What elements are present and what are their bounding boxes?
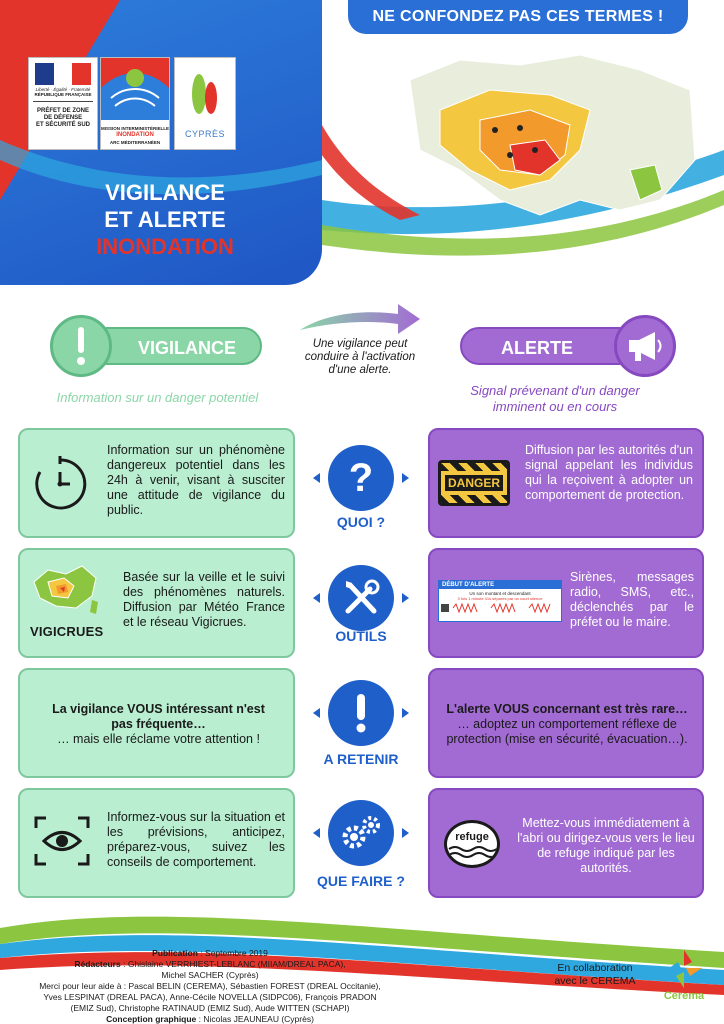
row3-right-bold: L'alerte VOUS concernant est très rare… bbox=[446, 702, 688, 716]
title-line1: VIGILANCE bbox=[105, 180, 225, 205]
row3-left-bold: La vigilance VOUS intéressant n'est pas fréquente… bbox=[52, 702, 265, 731]
row2-right-card bbox=[428, 548, 704, 658]
row1-right-text: Diffusion par les autorités d'un signal appelant les individus qui la reçoivent à adopter un comportement de protection. bbox=[525, 443, 693, 502]
row3-label: A RETENIR bbox=[323, 751, 399, 767]
row4-arrow-right-icon bbox=[402, 828, 409, 838]
merci-line2: Yves LESPINAT (DREAL PACA), Anne-Cécile NOVELLA (SIDPC06), François PRADON bbox=[43, 992, 377, 1002]
gears-icon bbox=[328, 800, 394, 866]
footer-credits bbox=[30, 948, 390, 1024]
vigilance-pill: VIGILANCE bbox=[88, 327, 262, 365]
prefet-line2: DE DÉFENSE bbox=[43, 115, 83, 121]
mission-emblem-icon bbox=[101, 58, 169, 120]
redacteurs-label: Rédacteurs bbox=[74, 959, 121, 969]
row1-left-text: Information sur un phénomène dangereux potentiel dans les 24h à venir, visant à susciter une attitude de vigilance du public. bbox=[107, 443, 285, 517]
mission-line1: MISSION INTERMINISTÉRIELLE bbox=[101, 126, 170, 131]
cerema-logo-text: Cerema bbox=[663, 990, 705, 1002]
vigilance-map bbox=[400, 50, 700, 225]
timer-icon bbox=[32, 452, 88, 512]
alerte-subtitle: Signal prévenant d'un danger imminent ou en cours bbox=[470, 383, 640, 414]
vigicrues-map-icon bbox=[30, 562, 102, 620]
logo-cypres bbox=[174, 57, 236, 150]
eye-frame-icon bbox=[34, 816, 90, 866]
row1-right-card bbox=[428, 428, 704, 538]
row2-right-text: Sirènes, messages radio, SMS, etc., déclenchés par le préfet ou le maire. bbox=[570, 570, 694, 629]
row2-label: OUTILS bbox=[335, 628, 387, 644]
siren-badge-sub2: 3 fois 1 minute 41s séparés par un court silence bbox=[457, 596, 543, 601]
title-line3: INONDATION bbox=[96, 234, 234, 259]
row3-arrow-left-icon bbox=[313, 708, 320, 718]
collaboration-text bbox=[545, 962, 645, 988]
row1-arrow-left-icon bbox=[313, 473, 320, 483]
logo-motto: Liberté · Égalité · Fraternité bbox=[35, 87, 91, 92]
row2-arrow-left-icon bbox=[313, 593, 320, 603]
redacteurs-line2: Michel SACHER (Cyprès) bbox=[161, 970, 259, 980]
conception-value: : Nicolas JEAUNEAU (Cyprès) bbox=[196, 1014, 314, 1024]
prefet-line1: PRÉFET DE ZONE bbox=[36, 108, 89, 114]
vigilance-subtitle: Information sur un danger potentiel bbox=[56, 390, 259, 405]
row4-label: QUE FAIRE ? bbox=[317, 873, 405, 889]
exclamation-icon bbox=[50, 315, 112, 377]
row2-left-card bbox=[18, 548, 295, 658]
merci-line3: (EMIZ Sud), Christophe RATINAUD (EMIZ Sud), Aude WITTEN (SCHAPI) bbox=[70, 1003, 350, 1013]
megaphone-icon bbox=[614, 315, 676, 377]
title-line2: ET ALERTE bbox=[104, 207, 226, 232]
refuge-badge: refuge bbox=[455, 831, 489, 843]
exclamation-circle-icon bbox=[328, 680, 394, 746]
row3-arrow-right-icon bbox=[402, 708, 409, 718]
row4-left-text: Informez-vous sur la situation et les prévisions, anticipez, préparez-vous, suivez les conseils de comportement. bbox=[107, 810, 285, 869]
redacteurs-value: : Ghislaine VERRHIEST-LEBLANC (MIIAM/DREAL PACA), bbox=[120, 959, 346, 969]
row3-right-card bbox=[428, 668, 704, 778]
row3-right-text: … adoptez un comportement réflexe de protection (mise en sécurité, évacuation…). bbox=[446, 717, 688, 746]
row4-left-card bbox=[18, 788, 295, 898]
logo-prefet bbox=[28, 57, 98, 150]
siren-signal-icon bbox=[438, 580, 562, 622]
prefet-line3: ET SÉCURITÉ SUD bbox=[35, 122, 90, 128]
danger-sign-icon bbox=[438, 460, 510, 506]
cypress-trees-icon bbox=[175, 64, 235, 124]
row4-right-card bbox=[428, 788, 704, 898]
publication-value: : Septembre 2019 bbox=[197, 948, 268, 958]
logo-republique: RÉPUBLIQUE FRANÇAISE bbox=[34, 92, 92, 97]
question-icon: ? bbox=[328, 445, 394, 511]
transition-arrow-icon bbox=[298, 300, 423, 335]
row2-arrow-right-icon bbox=[402, 593, 409, 603]
row1-left-card bbox=[18, 428, 295, 538]
row1-arrow-right-icon bbox=[402, 473, 409, 483]
row3-left-card bbox=[18, 668, 295, 778]
danger-badge: DANGER bbox=[445, 475, 503, 491]
transition-text: Une vigilance peut conduire à l'activation d'une alerte. bbox=[304, 338, 416, 376]
collab-line2: avec le CEREMA bbox=[554, 975, 636, 987]
merci-line1: Merci pour leur aide à : Pascal BELIN (CEREMA), Sébastien FOREST (DREAL Occitanie), bbox=[39, 981, 381, 991]
row4-right-text: Mettez-vous immédiatement à l'abri ou dirigez-vous vers le lieu de refuge indiqué par les autorités. bbox=[517, 816, 695, 875]
alerte-pill: ALERTE bbox=[460, 327, 638, 365]
siren-badge: DÉBUT D'ALERTE bbox=[439, 581, 561, 589]
cypres-name: CYPRÈS bbox=[184, 129, 225, 139]
vigicrues-brand: VIGICRUES bbox=[30, 624, 104, 639]
logo-mission bbox=[100, 57, 170, 150]
conception-label: Conception graphique bbox=[106, 1014, 197, 1024]
row2-left-text: Basée sur la veille et le suivi des phénomènes naturels. Diffusion par Météo France et le réseau Vigicrues. bbox=[123, 570, 285, 629]
siren-wave-icon bbox=[439, 601, 561, 615]
row4-arrow-left-icon bbox=[313, 828, 320, 838]
siren-badge-sub: Un son montant et descendant bbox=[469, 591, 531, 596]
row1-label: QUOI ? bbox=[336, 514, 386, 530]
mission-line2: INONDATION bbox=[116, 132, 154, 138]
top-banner: NE CONFONDEZ PAS CES TERMES ! bbox=[348, 0, 688, 34]
tricolor-flag bbox=[35, 63, 91, 85]
refuge-icon bbox=[444, 820, 500, 868]
collab-line1: En collaboration bbox=[557, 962, 633, 974]
tools-icon bbox=[328, 565, 394, 631]
mission-line3: ARC MÉDITERRANÉEN bbox=[109, 140, 161, 145]
cerema-logo-icon bbox=[664, 948, 704, 990]
row3-left-text: … mais elle réclame votre attention ! bbox=[57, 732, 260, 746]
publication-label: Publication bbox=[152, 948, 198, 958]
